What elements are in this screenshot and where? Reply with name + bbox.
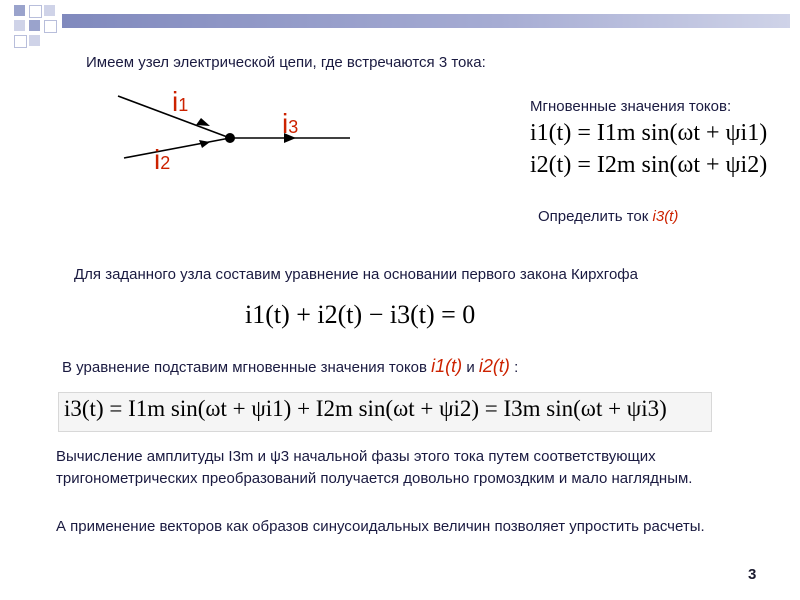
node-diagram [110,80,370,190]
substitute-line [62,356,518,377]
label-i1: i1 [172,86,189,117]
substitute-and: и [466,359,475,376]
top-rule [62,14,790,28]
label-i2: i2 [154,144,171,175]
equation-i1: i1(t) = I1m sin(ωt + ψi1) [530,120,768,146]
determine-var: i3(t) [652,208,679,225]
substitute-var-b: i2(t) [478,356,510,376]
label-i3: i3 [282,108,299,139]
substitute-end: : [514,359,519,376]
intro-text: Имеем узел электрической цепи, где встречаются 3 тока: [86,54,486,71]
wire-i2 [124,138,230,158]
vector-paragraph: А применение векторов как образов синусоидальных величин позволяет упростить расчеты. [56,518,705,535]
node-dot [225,133,235,143]
determine-line [538,208,678,225]
explanation-paragraph: Вычисление амплитуды I3m и ψ3 начальной фазы этого тока путем соответствующих тригонометрических преобразований получается довольно громоздким и мало наглядным. [56,448,693,487]
substitute-var-a: i1(t) [431,356,463,376]
determine-label: Определить ток [538,208,649,225]
instant-title: Мгновенные значения токов: [530,98,732,115]
substitute-text: В уравнение подставим мгновенные значения токов [62,359,427,376]
kirchhoff-text: Для заданного узла составим уравнение на основании первого закона Кирхгофа [74,266,638,283]
kirchhoff-equation: i1(t) + i2(t) − i3(t) = 0 [245,300,476,329]
page-number: 3 [748,566,757,583]
arrow-i1-icon [196,118,210,126]
equation-i2: i2(t) = I2m sin(ωt + ψi2) [530,152,768,178]
arrow-i2-icon [199,140,210,148]
sum-equation: i3(t) = I1m sin(ωt + ψi1) + I2m sin(ωt + ψi2) = I3m sin(ωt + ψi3) [64,396,667,421]
